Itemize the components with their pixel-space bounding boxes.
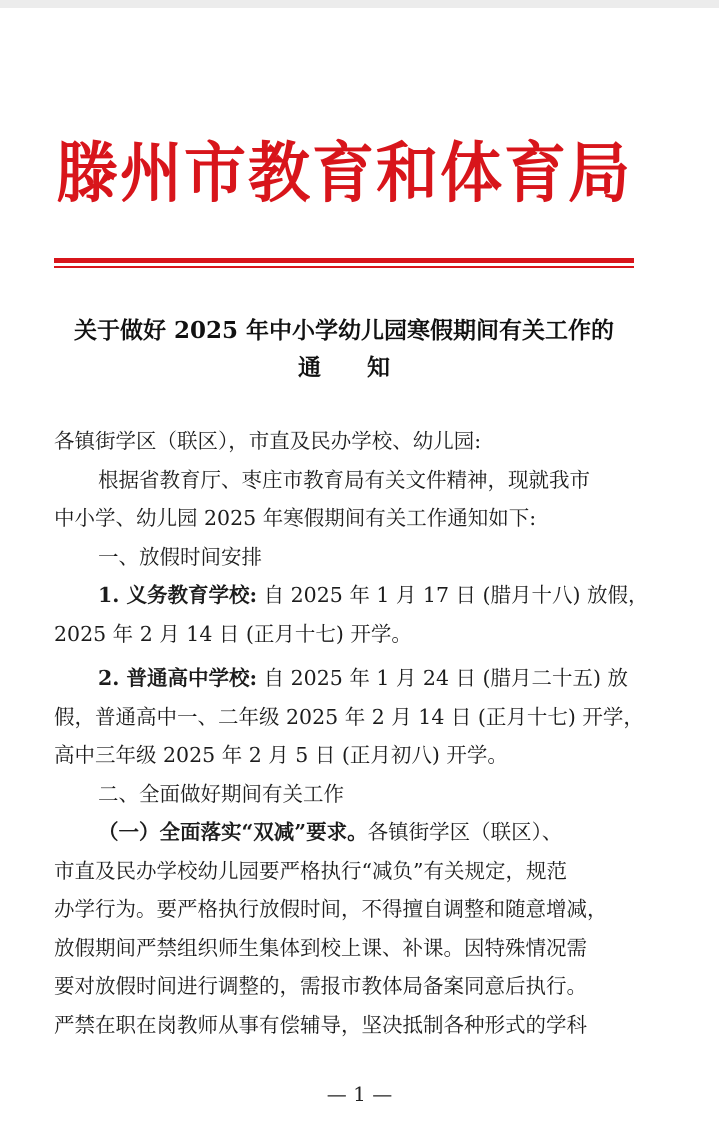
item1-label: 1. 义务教育学校: — [98, 583, 258, 607]
red-rule-thin — [54, 266, 634, 268]
section2-line: 放假期间严禁组织师生集体到校上课、补课。因特殊情况需 — [54, 935, 587, 960]
document-title-line1: 关于做好 2025 年中小学幼儿园寒假期间有关工作的 — [73, 317, 615, 344]
item2-line3: 高中三年级 2025 年 2 月 5 日 (正月初八) 开学。 — [54, 743, 508, 767]
sub1-label: （一）全面落实“双减”要求。 — [98, 820, 368, 844]
section2-line: 要对放假时间进行调整的，需报市教体局备案同意后执行。 — [54, 974, 587, 998]
item1-text: 自 2025 年 1 月 17 日 (腊月十八) 放假， — [257, 583, 649, 607]
section1-heading: 一、放假时间安排 — [98, 544, 262, 569]
item2-line2: 假，普通高中一、二年级 2025 年 2 月 14 日 (正月十七) 开学， — [54, 704, 644, 729]
page-number: — 1 — — [326, 1082, 393, 1106]
salutation: 各镇街学区（联区），市直及民办学校、幼儿园: — [54, 429, 482, 453]
section2-line: 严禁在职在岗教师从事有偿辅导，坚决抵制各种形式的学科 — [54, 1012, 587, 1037]
item2-text: 自 2025 年 1 月 24 日 (腊月二十五) 放 — [257, 666, 629, 690]
item1-line — [54, 576, 649, 615]
document-title-line2: 通 知 — [298, 354, 390, 381]
item2-label: 2. 普通高中学校: — [98, 666, 258, 690]
sub1-line — [54, 813, 644, 852]
item2-line — [54, 659, 644, 698]
section2-heading: 二、全面做好期间有关工作 — [98, 781, 344, 806]
section2-line: 办学行为。要严格执行放假时间，不得擅自调整和随意增减， — [54, 897, 608, 921]
masthead-title: 滕州市教育和体育局 — [55, 134, 632, 212]
item1-line2: 2025 年 2 月 14 日 (正月十七) 开学。 — [54, 621, 412, 646]
sub1-text: 各镇街学区（联区）、 — [367, 820, 563, 844]
section2-line: 市直及民办学校幼儿园要严格执行“减负”有关规定，规范 — [54, 858, 567, 883]
document-body — [54, 422, 649, 1044]
intro-line: 根据省教育厅、枣庄市教育局有关文件精神，现就我市 — [98, 467, 590, 492]
intro-line: 中小学、幼儿园 2025 年寒假期间有关工作通知如下: — [54, 506, 537, 530]
red-rule-thick — [54, 258, 634, 263]
viewer-top-bar — [0, 0, 719, 8]
